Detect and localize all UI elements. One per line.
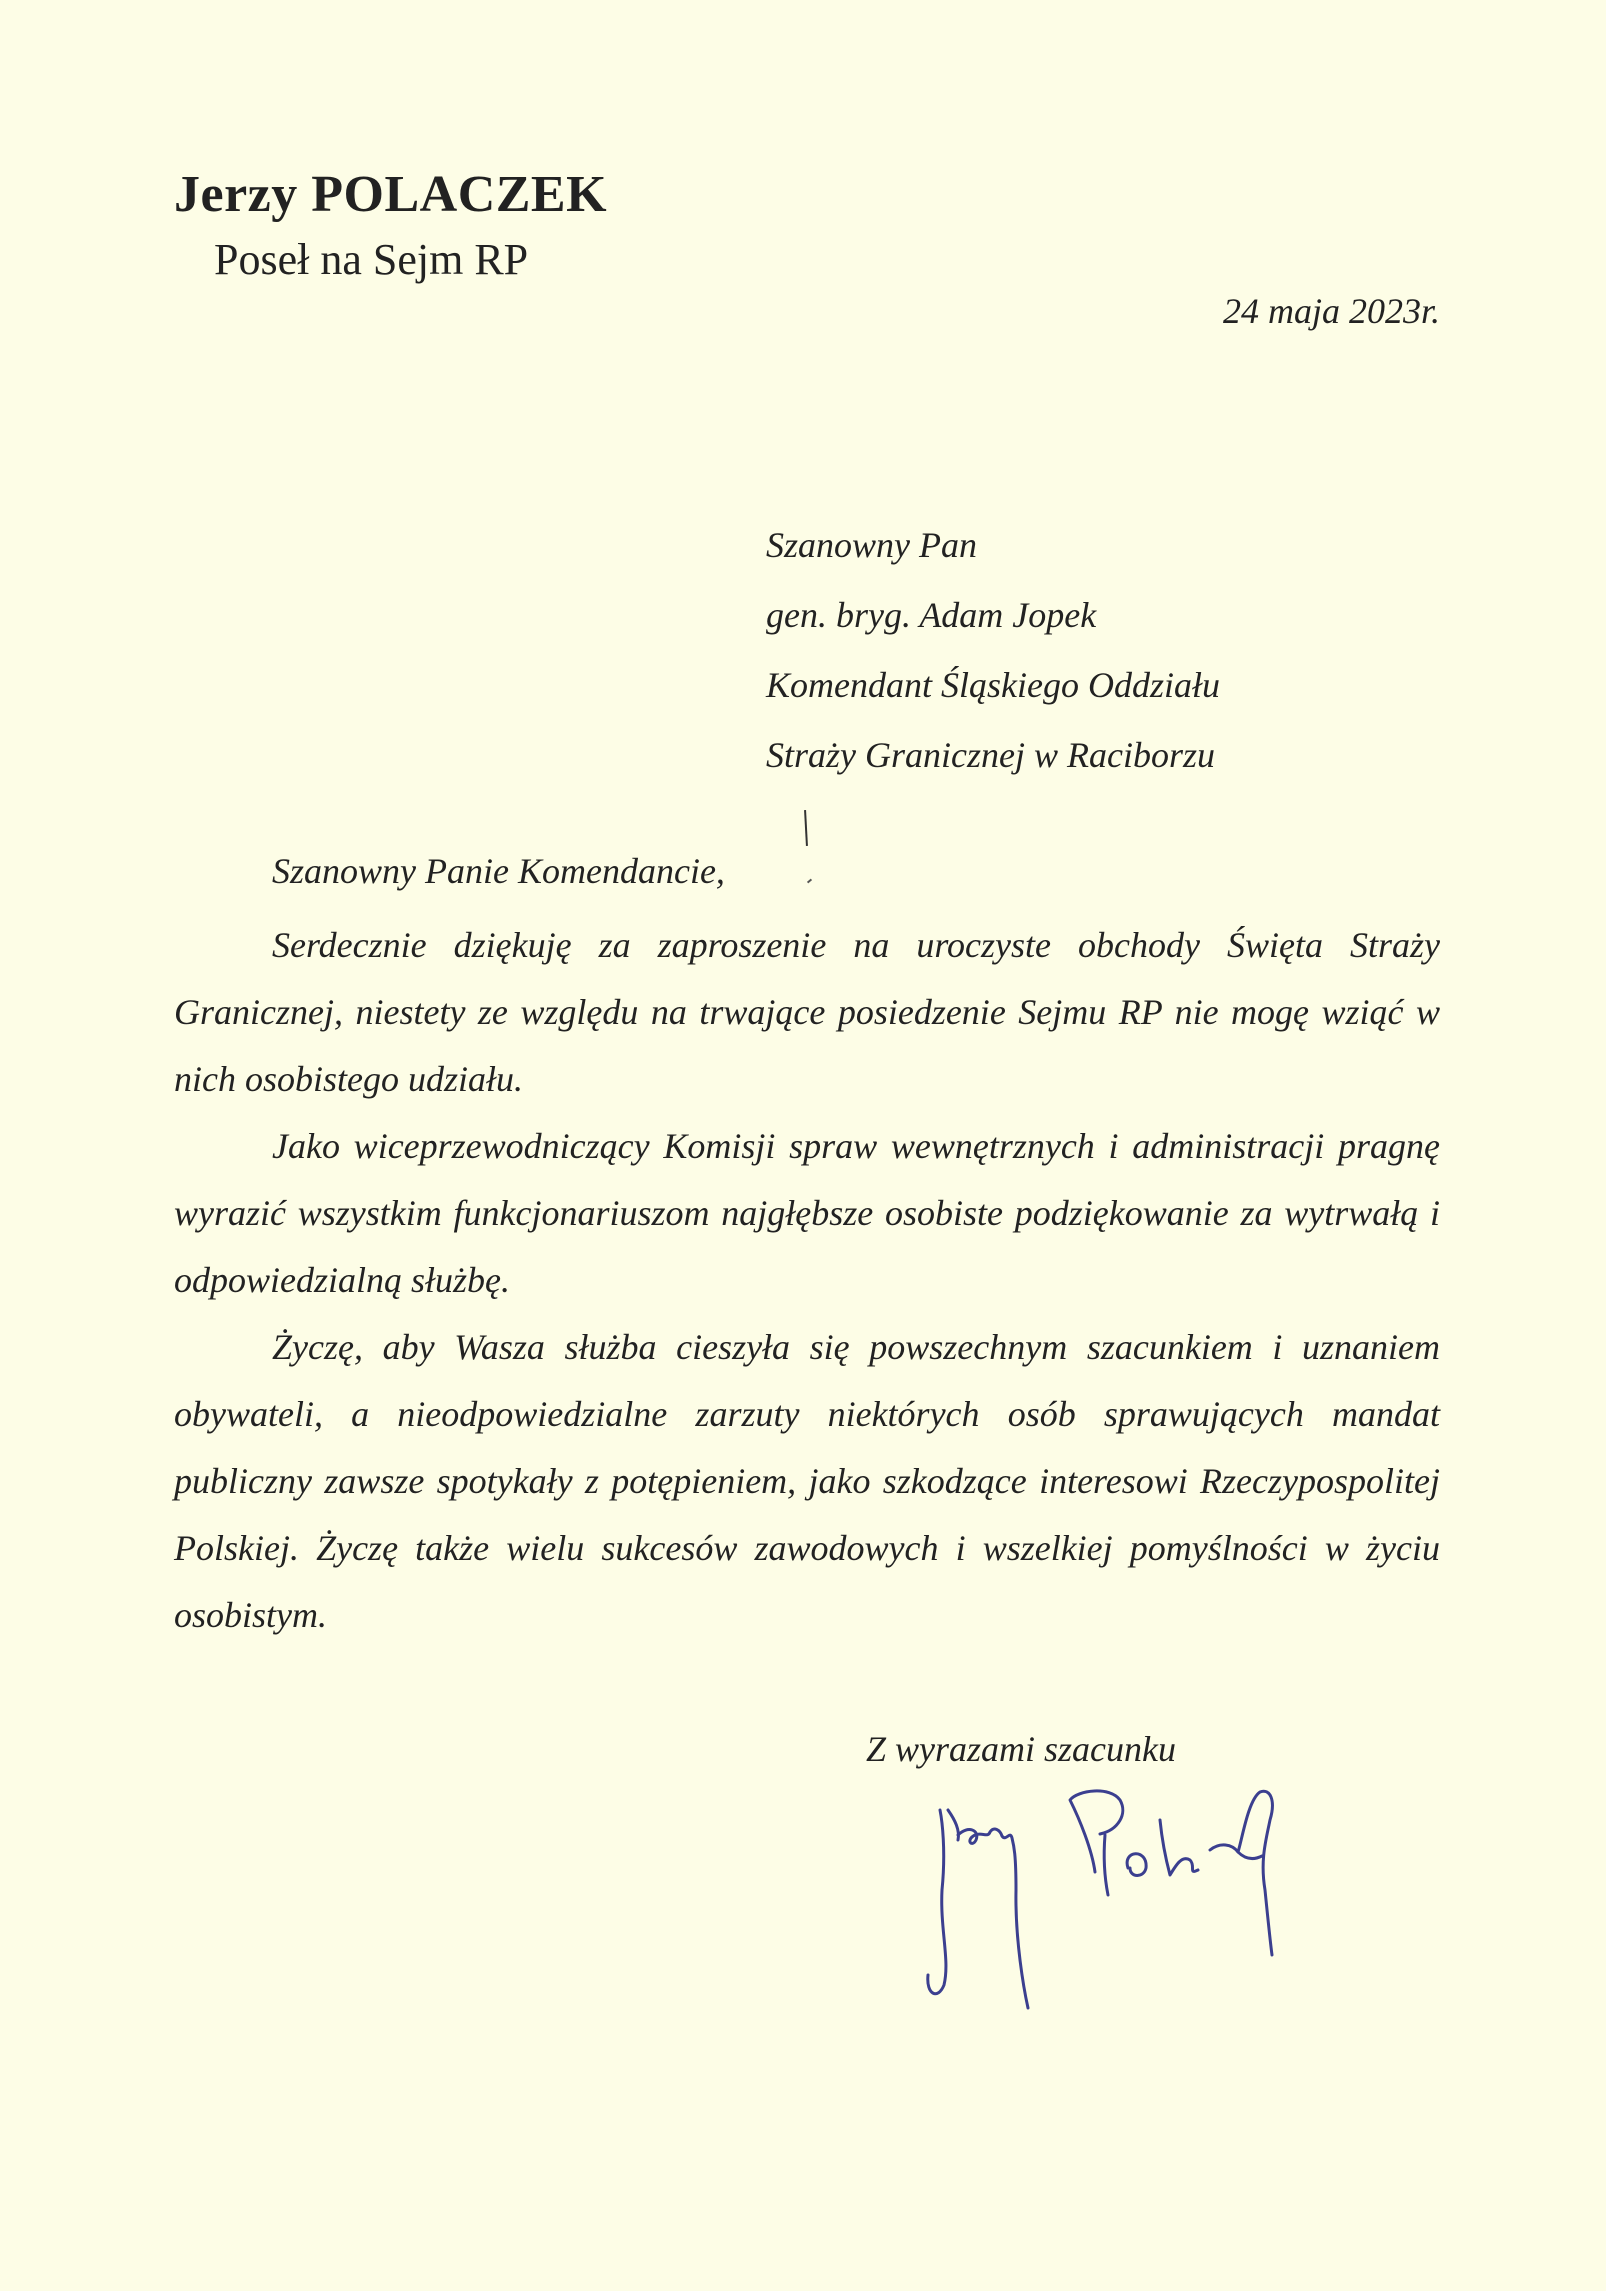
recipient-line: Komendant Śląskiego Oddziału xyxy=(766,665,1220,705)
pen-mark xyxy=(804,810,808,846)
letter-date: 24 maja 2023r. xyxy=(1222,291,1440,331)
letter-body xyxy=(174,912,1440,1649)
pen-mark-dot xyxy=(807,879,812,884)
sender-name: Jerzy POLACZEK xyxy=(174,166,608,223)
recipient-line: Szanowny Pan xyxy=(766,525,977,565)
sender-title: Poseł na Sejm RP xyxy=(214,235,529,284)
recipient-line: gen. bryg. Adam Jopek xyxy=(766,595,1097,635)
recipient-block xyxy=(766,510,1220,790)
body-paragraph: Serdecznie dziękuję za zaproszenie na uroczyste obchody Święta Straży Granicznej, niestety ze względu na trwające posiedzenie Sejmu RP nie mogę wziąć w nich osobistego udziału. xyxy=(174,925,1440,1099)
handwritten-signature xyxy=(920,1780,1340,2020)
recipient-line: Straży Granicznej w Raciborzu xyxy=(766,735,1215,775)
closing: Z wyrazami szacunku xyxy=(866,1729,1177,1769)
body-paragraph: Jako wiceprzewodniczący Komisji spraw wewnętrznych i administracji pragnę wyrazić wszystkim funkcjonariuszom najgłębsze osobiste podziękowanie za wytrwałą i odpowiedzialną służbę. xyxy=(174,1126,1440,1300)
body-paragraph: Życzę, aby Wasza służba cieszyła się powszechnym szacunkiem i uznaniem obywateli, a nieodpowiedzialne zarzuty niektórych osób sprawujących mandat publiczny zawsze spotykały z potępieniem, jako szkodzące interesowi Rzeczypospolitej Polskiej. Życzę także wielu sukcesów zawodowych i wszelkiej pomyślności w życiu osobistym. xyxy=(174,1327,1440,1635)
salutation: Szanowny Panie Komendancie, xyxy=(272,851,725,891)
